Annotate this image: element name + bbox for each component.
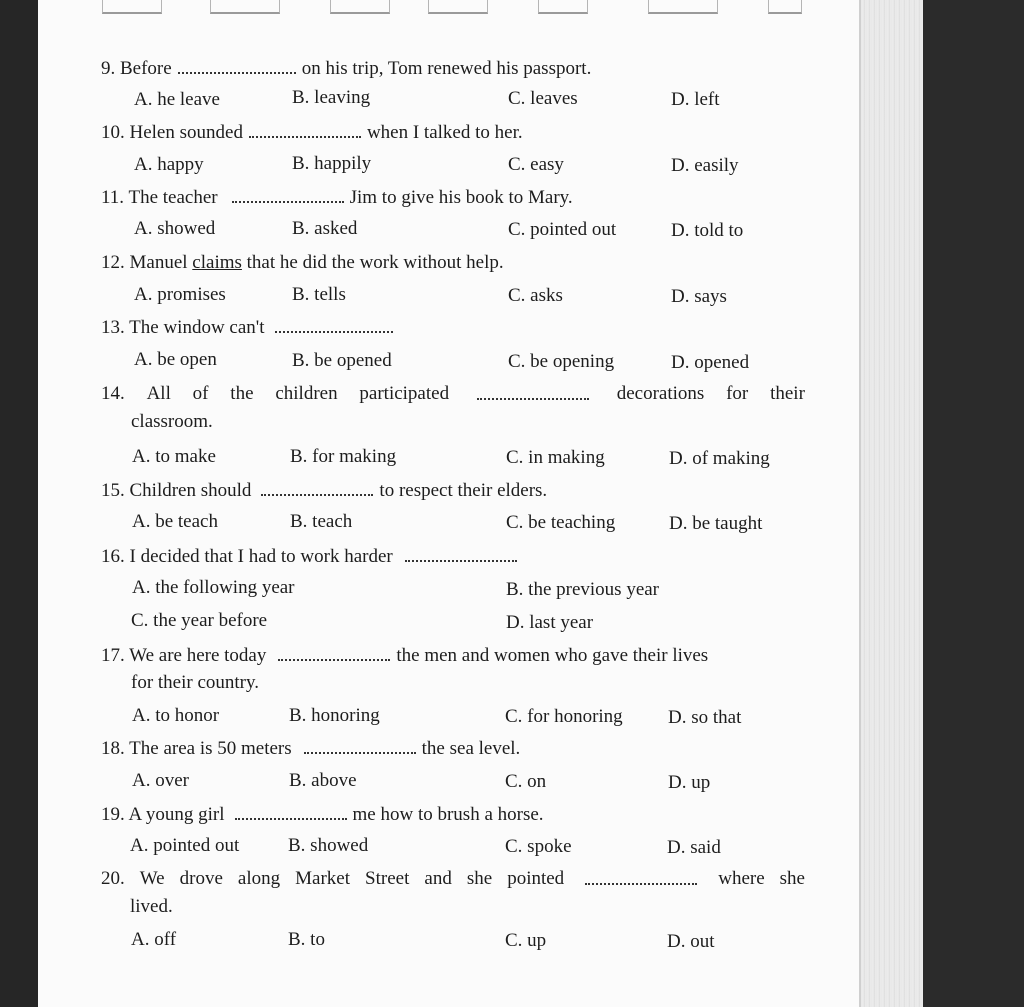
header-ornament bbox=[210, 0, 280, 14]
option-a[interactable]: A. off bbox=[131, 929, 177, 950]
question-number: 14. bbox=[101, 383, 125, 404]
question-stem-pre: The window can't bbox=[129, 316, 265, 338]
question-stem-pre: Children should bbox=[129, 479, 252, 501]
stem-word: participated bbox=[359, 383, 450, 404]
option-a[interactable]: A. pointed out bbox=[130, 835, 240, 856]
option-b[interactable]: B. asked bbox=[292, 218, 358, 239]
stem-word: children bbox=[275, 383, 338, 404]
option-b[interactable]: B. tells bbox=[292, 284, 346, 305]
option-d[interactable]: D. of making bbox=[669, 448, 770, 469]
header-ornament bbox=[102, 0, 162, 14]
question-stem-pre: Manuel bbox=[129, 252, 188, 273]
question-stem-pre: Helen sounded bbox=[129, 121, 243, 143]
question-stem-post: the sea level. bbox=[421, 737, 521, 759]
option-b[interactable]: B. leaving bbox=[292, 87, 371, 108]
option-a[interactable]: A. happy bbox=[134, 154, 204, 175]
stem-word: and bbox=[424, 868, 452, 889]
question-10 bbox=[101, 121, 523, 144]
answer-blank[interactable] bbox=[235, 803, 347, 820]
option-a[interactable]: A. the following year bbox=[132, 577, 295, 598]
question-number: 16. bbox=[101, 545, 125, 567]
question-19 bbox=[101, 803, 544, 826]
option-b[interactable]: B. to bbox=[288, 929, 325, 950]
option-c[interactable]: C. on bbox=[505, 771, 547, 792]
option-c[interactable]: C. spoke bbox=[505, 836, 572, 857]
option-c[interactable]: C. the year before bbox=[131, 610, 268, 631]
option-d[interactable]: D. easily bbox=[671, 155, 739, 176]
option-d[interactable]: D. be taught bbox=[669, 513, 763, 534]
question-number: 20. bbox=[101, 868, 125, 889]
answer-blank[interactable] bbox=[249, 121, 361, 138]
option-b[interactable]: B. showed bbox=[288, 835, 369, 856]
stem-word: Market bbox=[295, 868, 351, 889]
option-a[interactable]: A. to make bbox=[132, 446, 216, 467]
option-d[interactable]: D. says bbox=[671, 286, 727, 307]
answer-blank[interactable] bbox=[585, 868, 697, 885]
option-d[interactable]: D. opened bbox=[671, 352, 750, 373]
option-a[interactable]: A. over bbox=[132, 770, 189, 791]
option-d[interactable]: D. told to bbox=[671, 220, 744, 241]
question-16 bbox=[101, 545, 523, 568]
option-a[interactable]: A. showed bbox=[134, 218, 216, 239]
option-c[interactable]: C. in making bbox=[506, 447, 605, 468]
header-ornament bbox=[648, 0, 718, 14]
option-b[interactable]: B. teach bbox=[290, 511, 353, 532]
stem-word: We bbox=[139, 868, 165, 889]
question-number: 12. bbox=[101, 252, 125, 273]
question-14 bbox=[101, 383, 805, 405]
stem-word: along bbox=[237, 868, 281, 889]
question-number: 13. bbox=[101, 316, 125, 338]
header-ornament-strip bbox=[60, 0, 820, 18]
stem-word: Street bbox=[365, 868, 410, 889]
option-c[interactable]: C. be opening bbox=[508, 351, 615, 372]
option-b[interactable]: B. be opened bbox=[292, 350, 392, 371]
question-15 bbox=[101, 479, 547, 502]
option-d[interactable]: D. out bbox=[667, 931, 715, 952]
option-b[interactable]: B. for making bbox=[290, 446, 397, 467]
option-a[interactable]: A. he leave bbox=[134, 89, 220, 110]
question-18 bbox=[101, 737, 520, 760]
question-number: 11. bbox=[101, 186, 125, 208]
question-stem-post: that he did the work without help. bbox=[246, 252, 504, 273]
question-stem-pre: The teacher bbox=[128, 186, 218, 208]
option-d[interactable]: D. up bbox=[668, 772, 711, 793]
stem-word: All bbox=[146, 383, 171, 404]
scan-left-border bbox=[0, 0, 38, 1007]
header-ornament bbox=[538, 0, 588, 14]
question-stem-pre: The area is 50 meters bbox=[129, 737, 292, 759]
stem-word: she bbox=[466, 868, 493, 889]
option-b[interactable]: B. happily bbox=[292, 153, 372, 174]
option-b[interactable]: B. the previous year bbox=[506, 579, 660, 600]
question-13 bbox=[101, 316, 399, 339]
stem-word: where bbox=[718, 868, 765, 889]
scan-right-border bbox=[923, 0, 1024, 1007]
question-9 bbox=[101, 57, 591, 80]
question-11 bbox=[101, 186, 573, 209]
question-stem-pre: I decided that I had to work harder bbox=[129, 545, 393, 567]
question-stem-post: me how to brush a horse. bbox=[352, 803, 544, 825]
stem-word: the bbox=[230, 383, 254, 404]
option-a[interactable]: A. be open bbox=[134, 349, 217, 370]
question-stem-pre: A young girl bbox=[128, 803, 225, 825]
option-a[interactable]: A. be teach bbox=[132, 511, 218, 532]
question-stem-post: when I talked to her. bbox=[366, 121, 523, 143]
answer-blank[interactable] bbox=[178, 57, 296, 74]
question-17 bbox=[101, 644, 708, 667]
answer-blank[interactable] bbox=[405, 545, 517, 562]
option-c[interactable]: C. easy bbox=[508, 154, 564, 175]
question-number: 10. bbox=[101, 121, 125, 143]
stem-word: decorations bbox=[616, 383, 705, 404]
option-c[interactable]: C. be teaching bbox=[506, 512, 616, 533]
answer-blank[interactable] bbox=[304, 737, 416, 754]
header-ornament bbox=[768, 0, 802, 14]
page-stack-edge bbox=[859, 0, 923, 1007]
option-c[interactable]: C. leaves bbox=[508, 88, 578, 109]
stem-word: pointed bbox=[507, 868, 565, 889]
question-stem-post: Jim to give his book to Mary. bbox=[349, 186, 573, 208]
option-a[interactable]: A. to honor bbox=[132, 705, 220, 726]
option-d[interactable]: D. last year bbox=[506, 612, 594, 633]
stem-word: drove bbox=[179, 868, 223, 889]
question-continuation: classroom. bbox=[131, 411, 213, 432]
option-b[interactable]: B. honoring bbox=[289, 705, 380, 726]
question-20 bbox=[101, 868, 805, 890]
answer-blank[interactable] bbox=[477, 383, 589, 400]
header-ornament bbox=[428, 0, 488, 14]
question-number: 17. bbox=[101, 644, 125, 666]
question-stem-pre: We are here today bbox=[129, 644, 267, 666]
stem-word: of bbox=[192, 383, 209, 404]
stem-word: their bbox=[770, 383, 805, 404]
answer-blank[interactable] bbox=[232, 186, 344, 203]
question-stem-post: the men and women who gave their lives bbox=[396, 644, 709, 666]
question-number: 18. bbox=[101, 737, 125, 759]
option-c[interactable]: C. for honoring bbox=[505, 706, 623, 727]
stem-word: for bbox=[726, 383, 749, 404]
option-c[interactable]: C. pointed out bbox=[508, 219, 617, 240]
answer-blank[interactable] bbox=[261, 479, 373, 496]
question-continuation: lived. bbox=[130, 896, 173, 917]
underlined-word: claims bbox=[192, 252, 242, 273]
question-number: 15. bbox=[101, 479, 125, 501]
header-ornament bbox=[330, 0, 390, 14]
question-continuation: for their country. bbox=[131, 672, 260, 693]
option-a[interactable]: A. promises bbox=[134, 284, 226, 305]
option-d[interactable]: D. so that bbox=[668, 707, 742, 728]
question-stem-post: on his trip, Tom renewed his passport. bbox=[301, 57, 592, 79]
question-stem-pre: Before bbox=[120, 57, 172, 79]
answer-blank[interactable] bbox=[278, 644, 390, 661]
stem-word: she bbox=[779, 868, 805, 889]
question-number: 19. bbox=[101, 803, 125, 825]
option-c[interactable]: C. up bbox=[505, 930, 547, 951]
option-c[interactable]: C. asks bbox=[508, 285, 563, 306]
option-d[interactable]: D. left bbox=[671, 89, 720, 110]
option-b[interactable]: B. above bbox=[289, 770, 357, 791]
question-12 bbox=[101, 252, 504, 274]
answer-blank[interactable] bbox=[275, 316, 393, 333]
question-stem-post: to respect their elders. bbox=[379, 479, 548, 501]
question-number: 9. bbox=[101, 57, 116, 79]
option-d[interactable]: D. said bbox=[667, 837, 721, 858]
